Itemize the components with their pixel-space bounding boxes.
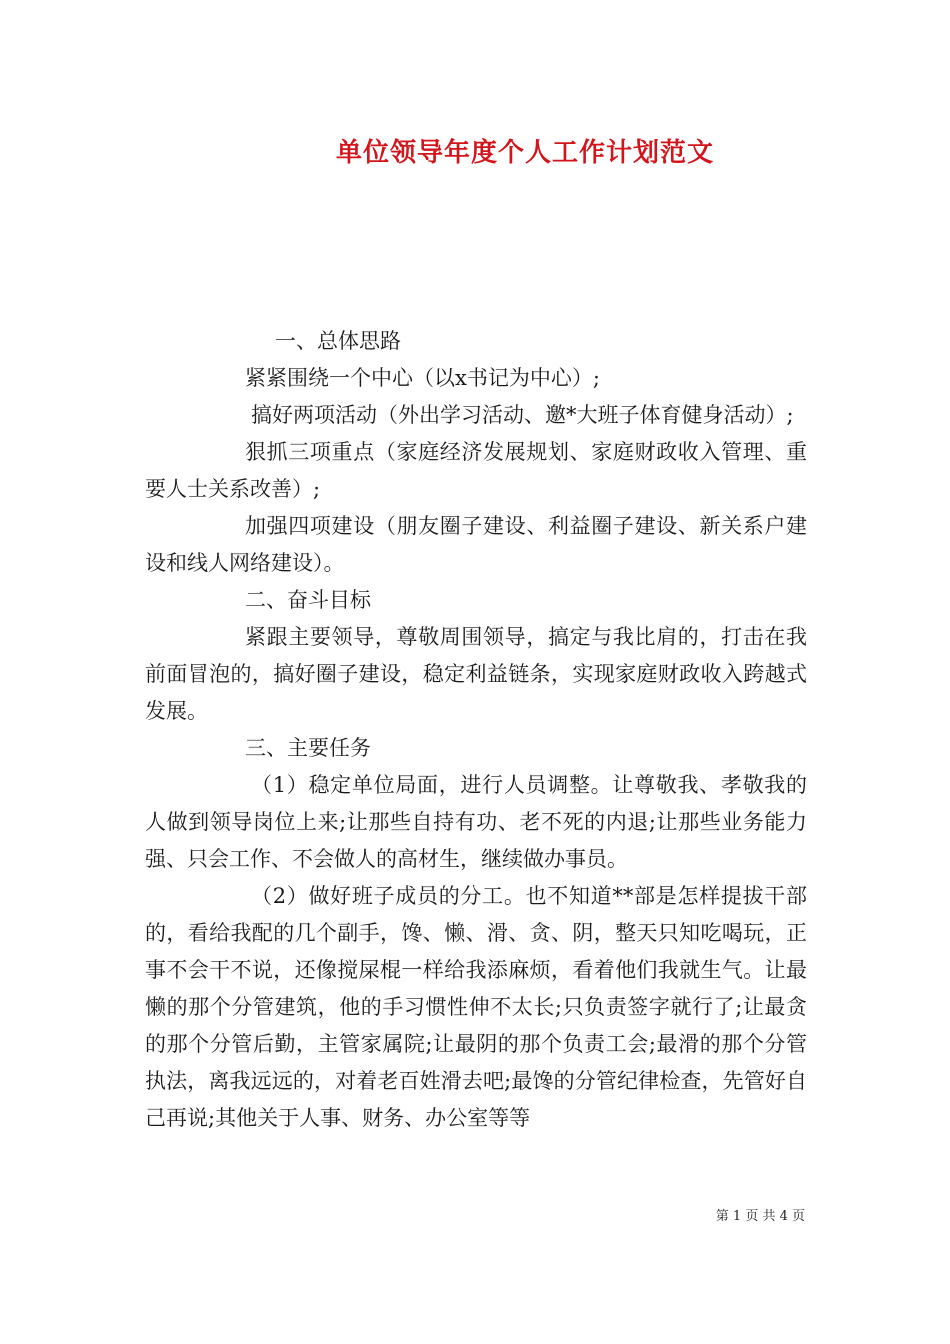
paragraph: （2）做好班子成员的分工。也不知道**部是怎样提拔干部的，看给我配的几个副手，馋、懒、滑、贪、阴，整天只知吃喝玩，正事不会干不说，还像搅屎棍一样给我添麻烦，看着他们我就生气。让最懒的那个分管建筑，他的手习惯性伸不太长;只负责签字就行了;让最贪的那个分管后勤，主管家属院;让最阴的那个负责工会;最滑的那个分管执法，离我远远的，对着老百姓滑去吧;最馋的分管纪律检查，先管好自己再说;其他关于人事、财务、办公室等等 bbox=[145, 884, 807, 1130]
section-heading-tasks: 三、主要任务 bbox=[245, 736, 371, 760]
paragraph: 狠抓三项重点（家庭经济发展规划、家庭财政收入管理、重要人士关系改善）; bbox=[145, 440, 807, 501]
paragraph: 紧紧围绕一个中心（以x书记为中心）; bbox=[245, 366, 600, 390]
paragraph: （1）稳定单位局面，进行人员调整。让尊敬我、孝敬我的人做到领导岗位上来;让那些自持有功、老不死的内退;让那些业务能力强、只会工作、不会做人的高材生，继续做办事员。 bbox=[145, 773, 807, 871]
document-body bbox=[145, 323, 807, 1137]
paragraph: 搞好两项活动（外出学习活动、邀*大班子体育健身活动）; bbox=[251, 403, 794, 427]
section-heading-goals: 二、奋斗目标 bbox=[245, 588, 371, 612]
paragraph: 紧跟主要领导，尊敬周围领导，搞定与我比肩的，打击在我前面冒泡的，搞好圈子建设，稳定利益链条，实现家庭财政收入跨越式发展。 bbox=[145, 625, 807, 723]
page-number-footer: 第 1 页 共 4 页 bbox=[715, 1209, 805, 1224]
document-title: 单位领导年度个人工作计划范文 bbox=[335, 138, 714, 168]
section-heading-overall: 一、总体思路 bbox=[275, 329, 401, 353]
paragraph: 加强四项建设（朋友圈子建设、利益圈子建设、新关系户建设和线人网络建设）。 bbox=[145, 514, 807, 575]
